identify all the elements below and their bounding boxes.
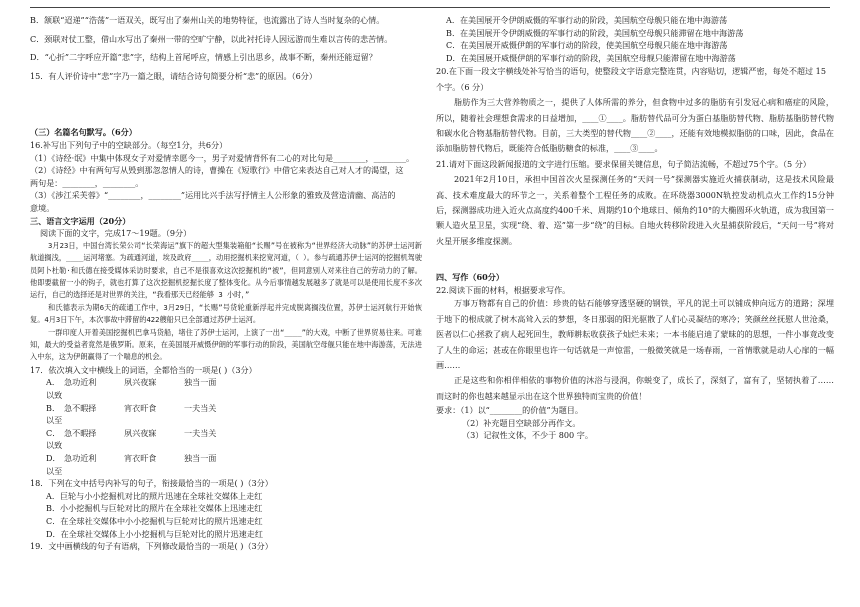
q18-option-c: C．在全球社交媒体中小小挖掘机与巨轮对比的照片迅速走红 [46, 515, 263, 526]
option-word: 急不暇择 [64, 427, 97, 438]
option-word: 夙兴夜寐 [124, 377, 157, 388]
q22-passage-2: 正是这些和你相伴相依的事物价值的沐浴与浸润，你蜕变了，成长了，深刻了，富有了，坚韧执着了……而这时的你也越来越显示出在这个世界独特而宝贵的价值！ [436, 375, 834, 401]
q17-option-row [30, 376, 422, 401]
q19-option-a: A．在美国展开令伊朗威慑的军事行动的阶段，美国航空母舰只能在地中海游荡 [446, 15, 728, 25]
q17-option-row [30, 427, 422, 452]
q14-option-c: C．颈联对仗工整，借山水写出了秦州一带的空旷宁静，以此衬托诗人因远游而生难以言传的悲苦情。 [30, 33, 393, 44]
q18-option-b: B．小小挖掘机与巨轮对比的照片在全球社交媒体上迅速走红 [46, 503, 263, 514]
q20-passage: 脂肪作为三大营养物质之一，提供了人体所需的养分，但食物中过多的脂肪有引发冠心病和癌症的风险，所以，随着社会理想食需求的日益增加，____①____。脂肪替代品可分为蛋白基脂肪替代物、脂肪基脂肪替代物和碳水化合物基脂肪替代物。目前，三大类型的替代物____②____，还能有效地模拟脂肪的口味，因此，食品在添加脂肪替代物后，既能符合低脂肪糖食的标准，____③____。 [436, 97, 834, 154]
q17-option-row [30, 452, 422, 477]
q17-option-row [30, 402, 422, 427]
q14-option-d: D．“心折”二字呼应开篇“悲”字，结构上首尾呼应，情感上引出思乡，战事不断，秦州还能逗留？ [30, 52, 377, 63]
option-label: A．以致 [46, 377, 63, 400]
option-word: 急功近利 [64, 377, 97, 388]
q18-option-a: A．巨轮与小小挖掘机对比的照片迅速在全球社交媒体上走红 [46, 490, 263, 501]
option-word: 急不暇择 [64, 402, 97, 413]
question-16-3b: 意境。 [30, 202, 55, 213]
option-label: B．以至 [46, 402, 63, 426]
option-label: C．以致 [46, 427, 63, 451]
option-word: 夙兴夜寐 [124, 427, 157, 438]
option-label: D．以至 [46, 452, 63, 476]
writing-requirement-1: 要求：（1）以“________的价值”为题目。 [436, 405, 583, 416]
question-18: 18．下列在文中括号内补写的句子，衔接最恰当的一项是( )（3分） [30, 478, 273, 489]
question-16-2: （2）《诗经》中有两句写从毁到那忽忽情人的诗，曹操在《短歌行》中借它来表达自己对人才的渴望，这 [30, 165, 404, 176]
q14-option-b: B．颔联“迢递”“浩荡”一语双关，既写出了秦州山关的地势特征，也流露出了诗人当时复杂的心情。 [30, 15, 385, 25]
right-column [436, 14, 834, 442]
question-16: 16.补写出下列句子中的空缺部分。（每空1分，共6分） [30, 139, 228, 150]
q19-option-b: B．在美国展开令伊朗威慑的军事行动的阶段，美国航空母舰只能滞留在地中海游荡 [446, 27, 744, 38]
writing-requirement-3: （3）记叙性文体，不少于 800 字。 [462, 430, 593, 441]
option-word: 宵衣旰食 [124, 402, 157, 413]
question-16-1: （1）《诗经·氓》中集中体现女子对爱情幸愿今一，男子对爱情背怀有二心的对比句是________，________。 [30, 152, 415, 163]
option-word: 一夫当关 [184, 427, 217, 438]
option-word: 一夫当关 [184, 402, 217, 413]
language-section-title: 三、语言文字运用（20分） [30, 215, 131, 226]
option-word: 急功近利 [64, 452, 97, 463]
question-19: 19．文中画横线的句子有语病，下列修改最恰当的一项是( )（3分） [30, 541, 273, 552]
question-17: 17．依次填入文中横线上的词语，全都恰当的一项是( )（3分） [30, 364, 257, 375]
q19-option-c: C．在美国展开威慑伊朗的军事行动的阶段，使美国航空母舰只能在地中海游荡 [446, 40, 728, 51]
passage-para-2: 和氏德表示为期6天的疏通工作中，3月29日，“长赐”号货轮重新浮起并完成脱离搁浅位置，苏伊士运河航行开始恢复。4月3日下午，本次事故中滞留的422艘船只已全部通过苏伊士运河。 [30, 302, 422, 325]
passage-para-1: 3月23日，中国台湾长荣公司“长荣海运”旗下的超大型集装箱船“长赐”号在被称为“世界经济大动脉”的苏伊士运河新航道搁浅，____运河堵塞。为疏通河道，埃及政府____，动用挖掘机来挖宽河道，（ ）。参与疏通苏伊士运河的挖掘机驾驶员阿卜杜勒·和氏德在接受媒体采访时要求，自己不是很喜欢这次挖掘机的“被”，但同意别人对来往自己的劳动力的了解。他即要截留一小的钩子，就也打算了这次挖掘机挖掘长度了整体变化。从今后事情越发展越多了就是可以是使用长度不多次运行，自己的选择还是对世界的关注，“我看那天已经能够 3 小时，” [30, 240, 422, 300]
writing-section-title: 四、写作（60分） [436, 272, 504, 283]
question-15: 15．有人评价诗中“悲”字乃一篇之眼，请结合诗句简要分析“悲”的原因。（6分） [30, 70, 317, 81]
question-16-3: （3）《涉江采芙蓉》“________，________”运用比兴手法写抒情主人公形象的雅致及营造清幽、高洁的 [30, 190, 396, 201]
passage-para-3: 一群印度人开着美国挖掘机巴拿马货船，堵住了苏伊士运河，上演了一出“____”的大戏，中断了世界贸易往来。可谁知，最大的受益者竟然是俄罗斯。原来，在美国展开威慑伊朗的军事行动的阶段，美国航空母舰只能在地中海游荡，无法进入中东，这为伊朗赢得了一个喘息的机会。 [30, 327, 422, 362]
writing-requirement-2: （2）补充题目空缺部分再作文。 [462, 417, 581, 428]
option-word: 宵衣旰食 [124, 452, 157, 463]
question-22: 22.阅读下面的材料，根据要求写作。 [436, 284, 571, 295]
q21-passage: 2021年2月10日，承担中国首次火星探测任务的“天问一号”探测器实施近火捕获制动，这是技术风险最高、技术难度最大的环节之一，关系着整个工程任务的成败。在环绕器3000N轨控发动机点火工作约15分钟后，探测器成功进入近火点高度约400千米、周期约10个地球日、倾角约10°的大椭圆环火轨道，成为我国第一颗人造火星卫星，实现“绕、着、巡”第一步“绕”的目标。自地火转移阶段进入火星捕获阶段后，“天问一号”将对火星开展多维度探测。 [436, 174, 834, 246]
question-21: 21.请对下面这段新闻报道的文字进行压缩。要求保留关键信息，句子简洁流畅，不超过75个字。（5 分） [436, 158, 811, 169]
left-column [30, 14, 422, 553]
option-word: 独当一面 [184, 452, 217, 463]
header-rule [30, 7, 830, 8]
question-20: 20.在下面一段文字横线处补写恰当的语句，使整段文字语意完整连贯，内容贴切，逻辑严密，每处不超过 15 个字。（6 分） [436, 66, 826, 92]
reading-intro: 阅读下面的文字，完成17～19题。（9分） [40, 228, 192, 239]
q18-option-d: D．在全球社交媒体上小小挖掘机与巨轮对比的照片迅速走红 [46, 528, 263, 539]
question-16-2b: 两句是：________，________。 [30, 177, 144, 188]
section-3-title: （三）名篇名句默写。（6分） [30, 127, 137, 138]
q22-passage: 万事万物都有自己的价值：珍贵的钻石能够穿透坚硬的钢铁，平凡的泥土可以铺成伸向远方的道路；深埋于地下的根成就了树木高耸入云的梦想，冬日那弱的阳光驱散了人们心灵凝结的寒冷；笑颜丝丝抚慰人世沧桑，医者以仁心拯救了病人起死回生，教师耕耘收获孩子灿烂未来；一本书能启迪了蒙昧的的思想，一件小事竟改变了人生的命运；甚或在你眼里也许一句话就是一声惊雷，一般微笑就是一场春雨，一首情歌就是动人心扉的一幅画…… [436, 298, 834, 371]
option-word: 独当一面 [184, 377, 217, 388]
q19-option-d: D．在美国展开威慑伊朗的军事行动的阶段，美国航空母舰只能滞留在地中海游荡 [446, 52, 736, 63]
